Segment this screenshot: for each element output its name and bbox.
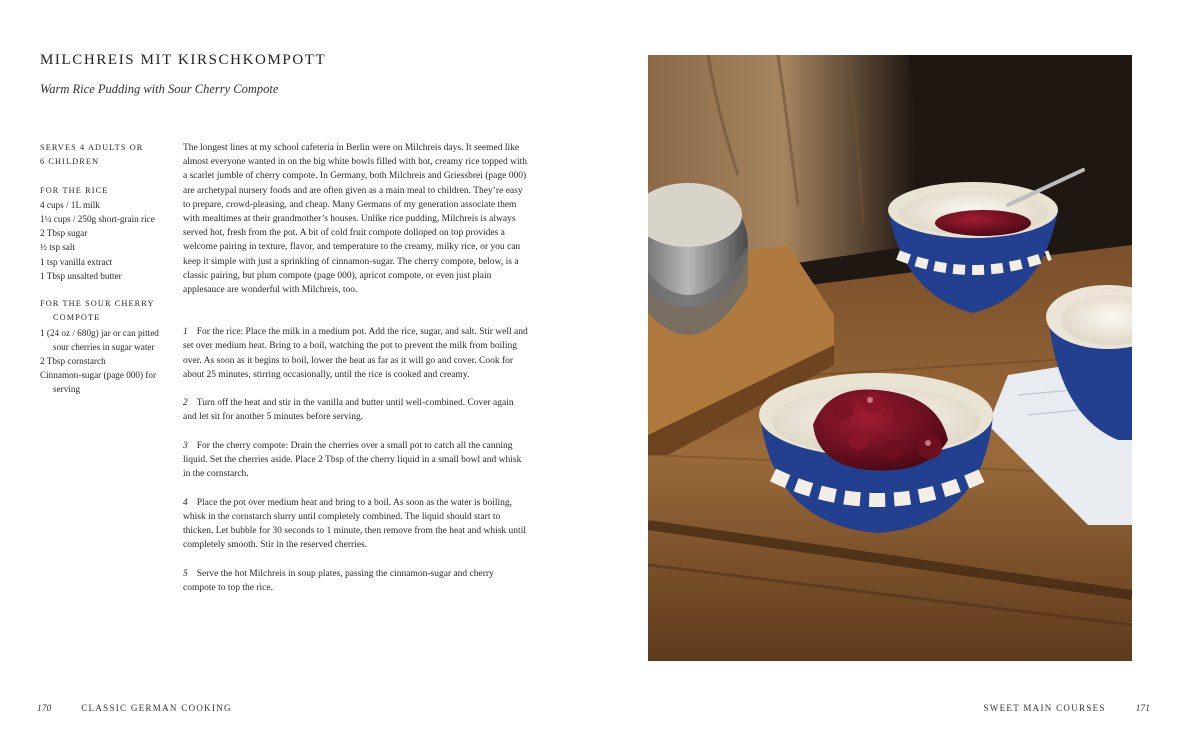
serves-block xyxy=(40,141,175,169)
running-head-left: CLASSIC GERMAN COOKING xyxy=(81,703,232,713)
step-number: 4 xyxy=(183,497,188,508)
ingredient-item: 4 cups / 1L milk xyxy=(40,199,100,210)
ingredient-item: ½ tsp salt xyxy=(40,242,75,253)
method-column xyxy=(183,141,528,609)
recipe-title: MILCHREIS MIT KIRSCHKOMPOTT xyxy=(40,52,327,68)
footer-left xyxy=(37,703,232,714)
serves-line: SERVES 4 ADULTS OR xyxy=(40,143,144,152)
ingredient-item: 1 tsp vanilla extract xyxy=(40,256,113,267)
ingredient-group-rice xyxy=(40,184,175,283)
ingredient-item: 2 Tbsp sugar xyxy=(40,228,88,239)
rice-pudding-photo xyxy=(648,55,1132,661)
recipe-subtitle: Warm Rice Pudding with Sour Cherry Compote xyxy=(40,82,279,96)
step-text: Turn off the heat and stir in the vanilla and butter until well-combined. Cover again and let sit for another 5 minutes before serving. xyxy=(183,398,514,423)
ingredient-item: 1 Tbsp unsalted butter xyxy=(40,270,122,281)
serves-line: 6 CHILDREN xyxy=(40,157,100,167)
ingredient-item: 1¼ cups / 250g short-grain rice xyxy=(40,214,155,224)
method-step xyxy=(183,396,528,424)
page-number-right: 171 xyxy=(1135,704,1150,714)
footer-right xyxy=(984,703,1151,714)
method-step xyxy=(183,325,528,382)
step-text: Serve the hot Milchreis in soup plates, passing the cinnamon-sugar and cherry compote to top the rice. xyxy=(183,568,494,593)
ingredient-group-heading: FOR THE RICE xyxy=(40,185,109,195)
recipe-headnote: The longest lines at my school cafeteria in Berlin were on Milchreis days. It seemed like almost everyone wanted in on the big white bowls filled with hot, creamy rice topped with a scarlet jumble of cherry compote. In Germany, both Milchreis and Griessbrei (page 000) are archetypal nursery foods and are often given as a main meal to children. They’re easy to prepare, crowd-pleasing, and cheap. Many Germans of my generation associate them with mealtimes at their grandmother’s houses. Unlike rice pudding, Milchreis is always served hot, fresh from the pot. A bit of cold fruit compote dolloped on top provides a welcome pairing in texture, flavor, and temperature to the creamy, milky rice, or you can keep it simple with just a sprinkling of cinnamon-sugar. The cherry compote, below, is a classic pairing, but plum compote (page 000), apricot compote, or even just plain applesauce are wonderful with Milchreis, too. xyxy=(183,143,528,296)
running-head-right: SWEET MAIN COURSES xyxy=(983,703,1106,713)
ingredient-group-compote xyxy=(40,297,175,396)
method-step xyxy=(183,496,528,553)
step-text: For the cherry compote: Drain the cherries over a small pot to catch all the canning liquid. Set the cherries aside. Place 2 Tbsp of the cherry liquid in a small bowl and whisk in the cornstarch. xyxy=(183,440,522,480)
ingredient-group-heading: FOR THE SOUR CHERRY COMPOTE xyxy=(40,299,155,323)
page-number-left: 170 xyxy=(37,704,52,714)
ingredient-item: 2 Tbsp cornstarch xyxy=(40,356,106,367)
ingredient-item: 1 (24 oz / 680g) jar or can pitted sour cherries in sugar water xyxy=(40,327,159,352)
step-number: 1 xyxy=(183,327,188,338)
step-number: 2 xyxy=(183,398,188,409)
food-photo xyxy=(648,55,1132,661)
method-step xyxy=(183,567,528,595)
ingredient-item: Cinnamon-sugar (page 000) for serving xyxy=(40,370,157,395)
step-text: Place the pot over medium heat and bring to a boil. As soon as the water is boiling, whisk in the cornstarch slurry until completely combined. The liquid should start to thicken. Let bubble for 30 seconds to 1 minute, then remove from the heat and whisk until completely smooth. Stir in the reserved cherries. xyxy=(183,497,526,551)
ingredients-column xyxy=(40,141,175,397)
step-number: 5 xyxy=(183,568,188,579)
method-step xyxy=(183,439,528,482)
step-text: For the rice: Place the milk in a medium pot. Add the rice, sugar, and salt. Stir well and set over medium heat. Bring to a boil, watching the pot to prevent the milk from boiling over. As soon as it begins to boil, lower the heat as far as it will go and cover. Cook for about 25 minutes, stirring occasionally, until the rice is cooked and creamy. xyxy=(183,327,528,380)
step-number: 3 xyxy=(183,440,188,451)
